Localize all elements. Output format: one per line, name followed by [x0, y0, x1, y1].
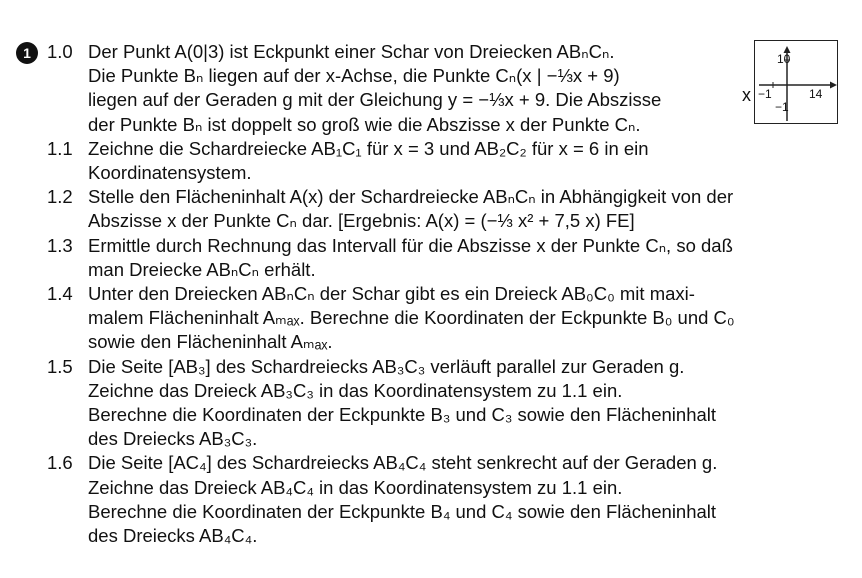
part-text: Die Seite [AC₄] des Schardreiecks AB₄C₄ steht senkrecht auf der Geraden g.	[88, 452, 718, 474]
coordinate-axes	[755, 41, 839, 125]
part-text: Abszisse x der Punkte Cₙ dar. [Ergebnis: A(x) = (−⅓ x² + 7,5 x) FE]	[88, 210, 635, 232]
x-min-label: −1	[758, 87, 772, 101]
x-axis-arrow	[830, 82, 837, 89]
coordinate-system-sketch	[754, 40, 838, 124]
part-text: des Dreiecks AB₃C₃.	[88, 428, 258, 450]
part-text: des Dreiecks AB₄C₄.	[88, 525, 258, 546]
part-text: Die Seite [AB₃] des Schardreiecks AB₃C₃ verläuft parallel zur Geraden g.	[88, 355, 685, 377]
part-text: Zeichne die Schardreiecke AB₁C₁ für x = 3 und AB₂C₂ für x = 6 in ein	[88, 137, 649, 159]
part-number: 1.3	[47, 234, 73, 256]
part-text: Stelle den Flächeninhalt A(x) der Schardreiecke ABₙCₙ in Abhängigkeit von der	[88, 186, 734, 208]
part-text: Koordinatensystem.	[88, 162, 252, 183]
part-text: Ermittle durch Rechnung das Intervall für die Abszisse x der Punkte Cₙ, so daß	[88, 234, 733, 256]
part-text: liegen auf der Geraden g mit der Gleichung y = −⅓x + 9. Die Abszisse	[88, 89, 662, 111]
coord-box-outside-x-label: x	[742, 85, 751, 105]
part-text: malem Flächeninhalt Aₘₐₓ. Berechne die Koordinaten der Eckpunkte B₀ und C₀	[88, 307, 735, 329]
y-min-label: −1	[775, 100, 789, 114]
part-number: 1.4	[47, 283, 73, 304]
part-text: Zeichne das Dreieck AB₄C₄ in das Koordinatensystem zu 1.1 ein.	[88, 476, 623, 498]
part-text: der Punkte Bₙ ist doppelt so groß wie die Abszisse x der Punkte Cₙ.	[88, 113, 641, 135]
part-number: 1.0	[47, 41, 73, 62]
part-text: Der Punkt A(0|3) ist Eckpunkt einer Schar von Dreiecken ABₙCₙ.	[88, 41, 615, 62]
part-text: Berechne die Koordinaten der Eckpunkte B₃ und C₃ sowie den Flächeninhalt	[88, 404, 717, 425]
part-text: man Dreiecke ABₙCₙ erhält.	[88, 258, 316, 280]
part-text: Berechne die Koordinaten der Eckpunkte B₄ und C₄ sowie den Flächeninhalt	[88, 500, 717, 522]
problem-number-badge: 1	[16, 42, 38, 64]
part-text: Die Punkte Bₙ liegen auf der x-Achse, die Punkte Cₙ(x | −⅓x + 9)	[88, 65, 620, 87]
part-number: 1.6	[47, 452, 73, 474]
part-number: 1.5	[47, 355, 73, 377]
part-text: Unter den Dreiecken ABₙCₙ der Schar gibt es ein Dreieck AB₀C₀ mit maxi-	[88, 283, 695, 304]
y-max-label: 10	[777, 52, 791, 66]
part-number: 1.2	[47, 186, 73, 208]
part-text: Zeichne das Dreieck AB₃C₃ in das Koordinatensystem zu 1.1 ein.	[88, 379, 623, 401]
x-max-label: 14	[809, 87, 823, 101]
part-number: 1.1	[47, 137, 73, 159]
part-text: sowie den Flächeninhalt Aₘₐₓ.	[88, 331, 333, 353]
